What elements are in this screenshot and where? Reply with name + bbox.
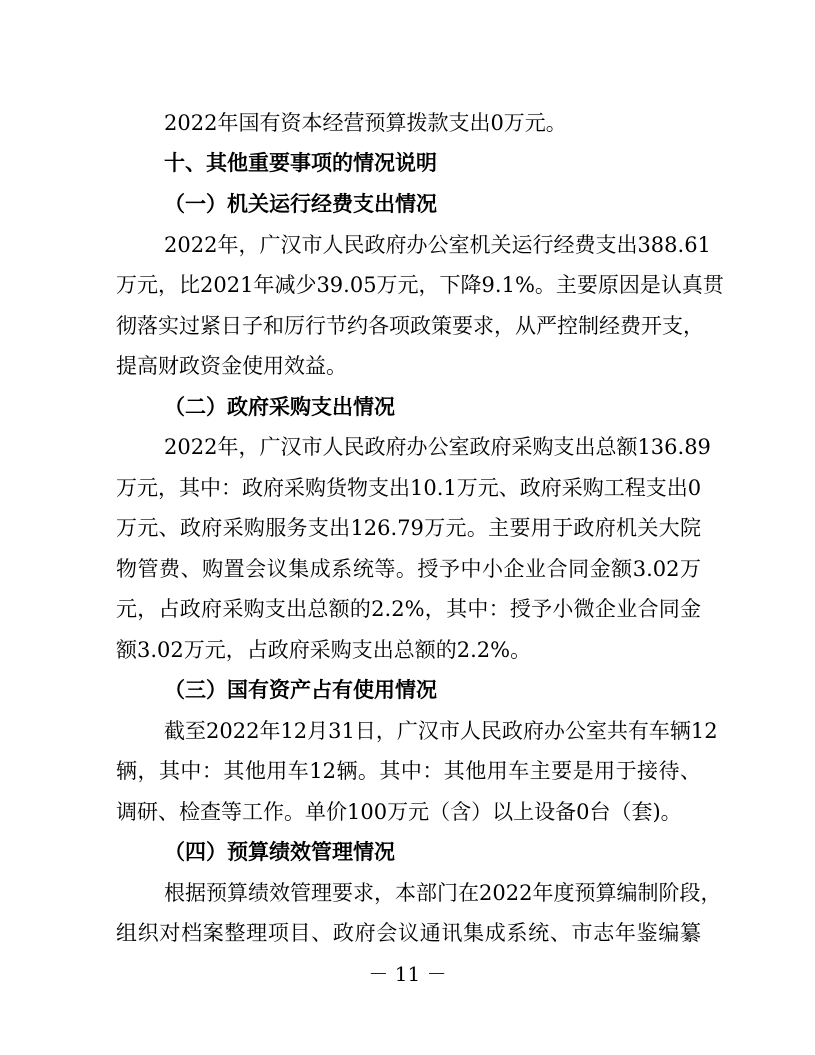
paragraph-procurement-line-2: 万元，其中：政府采购货物支出10.1万元、政府采购工程支出0 bbox=[116, 476, 702, 500]
paragraph-procurement-line-5: 元，占政府采购支出总额的2.2%，其中：授予小微企业合同金 bbox=[116, 597, 701, 621]
page-number: － 11 － bbox=[368, 962, 447, 986]
paragraph-state-capital: 2022年国有资本经营预算拨款支出0万元。 bbox=[164, 111, 567, 135]
paragraph-state-assets-line-3: 调研、检查等工作。单价100万元（含）以上设备0台（套)。 bbox=[116, 800, 682, 824]
subheading-state-assets: （三）国有资产占有使用情况 bbox=[164, 678, 437, 702]
subheading-procurement: （二）政府采购支出情况 bbox=[164, 395, 395, 419]
paragraph-performance-line-1: 根据预算绩效管理要求，本部门在2022年度预算编制阶段， bbox=[164, 881, 722, 905]
paragraph-performance-line-2: 组织对档案整理项目、政府会议通讯集成系统、市志年鉴编纂 bbox=[116, 921, 701, 945]
paragraph-operating-expenses-line-1: 2022年，广汉市人民政府办公室机关运行经费支出388.61 bbox=[164, 233, 711, 257]
subheading-performance-management: （四）预算绩效管理情况 bbox=[164, 840, 395, 864]
paragraph-operating-expenses-line-3: 彻落实过紧日子和厉行节约各项政策要求，从严控制经费开支， bbox=[116, 314, 704, 338]
paragraph-operating-expenses-line-4: 提高财政资金使用效益。 bbox=[116, 354, 347, 378]
paragraph-state-assets-line-2: 辆，其中：其他用车12辆。其中：其他用车主要是用于接待、 bbox=[116, 759, 701, 783]
paragraph-procurement-line-3: 万元、政府采购服务支出126.79万元。主要用于政府机关大院 bbox=[116, 516, 701, 540]
paragraph-procurement-line-6: 额3.02万元，占政府采购支出总额的2.2%。 bbox=[116, 638, 532, 662]
section-heading-10: 十、其他重要事项的情况说明 bbox=[164, 151, 437, 175]
paragraph-state-assets-line-1: 截至2022年12月31日，广汉市人民政府办公室共有车辆12 bbox=[164, 719, 718, 743]
paragraph-procurement-line-4: 物管费、购置会议集成系统等。授予中小企业合同金额3.02万 bbox=[116, 557, 701, 581]
subheading-operating-expenses: （一）机关运行经费支出情况 bbox=[164, 192, 437, 216]
paragraph-operating-expenses-line-2: 万元，比2021年减少39.05万元，下降9.1%。主要原因是认真贯 bbox=[116, 273, 724, 297]
paragraph-procurement-line-1: 2022年，广汉市人民政府办公室政府采购支出总额136.89 bbox=[164, 435, 711, 459]
